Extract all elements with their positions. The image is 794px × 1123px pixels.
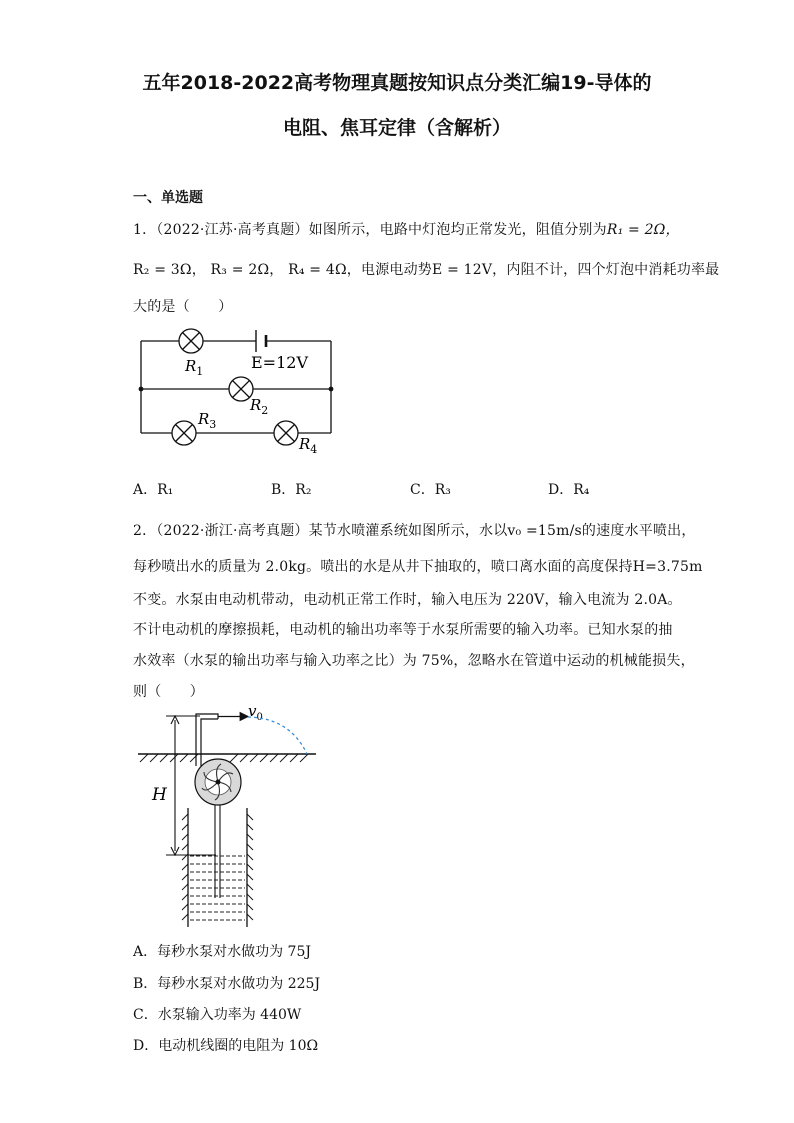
q1-stem-line-3: 大的是（ ） xyxy=(133,299,233,315)
q2-stem-line-1: 2．（2022·浙江·高考真题）某节水喷灌系统如图所示，水以v₀ =15m/s的速度水平喷出， xyxy=(133,523,696,539)
label-r3-sub: 3 xyxy=(209,418,217,431)
q1-option-b[interactable]: B．R₂ xyxy=(271,482,312,498)
label-r3-letter: R xyxy=(198,410,210,428)
q2-stem-line-4: 不计电动机的摩擦损耗，电动机的输出功率等于水泵所需要的输入功率。已知水泵的抽 xyxy=(133,622,673,638)
circuit-diagram xyxy=(130,325,345,460)
velocity-label xyxy=(248,702,263,723)
label-r1-sub: 1 xyxy=(196,365,204,378)
lamp-r4-icon xyxy=(274,421,298,445)
q1-stem-prefix: 1．（2022·江苏·高考真题）如图所示，电路中灯泡均正常发光，阻值分别为 xyxy=(133,222,607,238)
q2-option-d[interactable]: D．电动机线圈的电阻为 10Ω xyxy=(133,1038,319,1054)
q2-option-c[interactable]: C．水泵输入功率为 440W xyxy=(133,1007,302,1023)
document-title-line-1: 五年2018-2022高考物理真题按知识点分类汇编19-导体的 xyxy=(142,72,652,94)
q2-stem-line-6: 则（ ） xyxy=(133,684,204,700)
label-r2-sub: 2 xyxy=(261,404,269,417)
nozzle-pipe xyxy=(196,714,218,766)
q2-option-a[interactable]: A．每秒水泵对水做功为 75J xyxy=(133,944,311,960)
well-walls xyxy=(188,808,247,927)
label-r2-letter: R xyxy=(250,396,262,414)
lamp-r1-icon xyxy=(179,329,203,353)
q1-r1-value: R₁ = 2Ω， xyxy=(606,222,680,238)
q2-option-b[interactable]: B．每秒水泵对水做功为 225J xyxy=(133,976,321,992)
label-r4-letter: R xyxy=(299,435,311,453)
emf-label: E=12V xyxy=(251,353,308,372)
intake-pipe xyxy=(215,805,220,898)
label-r4-sub: 4 xyxy=(310,443,318,456)
q1-stem-line-2: R₂ = 3Ω， R₃ = 2Ω， R₄ = 4Ω，电源电动势E = 12V，内阻不计，四个灯泡中消耗功率最 xyxy=(133,262,720,278)
height-label: H xyxy=(152,785,167,805)
label-r1-letter: R xyxy=(185,357,197,375)
battery-symbol xyxy=(256,330,266,352)
q1-stem-line-1 xyxy=(133,219,680,239)
label-r2 xyxy=(249,396,268,417)
label-r1 xyxy=(184,357,203,378)
label-r3 xyxy=(197,410,216,431)
section-heading: 一、单选题 xyxy=(133,190,203,206)
label-r4 xyxy=(298,435,317,456)
velocity-sub: 0 xyxy=(256,712,263,723)
junction-dot-right xyxy=(329,387,334,392)
well-water xyxy=(190,856,245,920)
q1-option-c[interactable]: C．R₃ xyxy=(410,482,451,498)
velocity-letter: v xyxy=(248,702,257,720)
q2-stem-line-3: 不变。水泵由电动机带动，电动机正常工作时，输入电压为 220V，输入电流为 2.0A。 xyxy=(133,592,682,608)
document-title-line-2: 电阻、焦耳定律（含解析） xyxy=(282,117,511,139)
q1-option-a[interactable]: A．R₁ xyxy=(133,482,174,498)
pump-wheel-icon xyxy=(195,759,241,805)
pump-diagram xyxy=(130,700,325,932)
q2-stem-line-5: 水效率（水泵的输出功率与输入功率之比）为 75%，忽略水在管道中运动的机械能损失， xyxy=(133,653,695,669)
lamp-r3-icon xyxy=(172,421,196,445)
q2-stem-line-2: 每秒喷出水的质量为 2.0kg。喷出的水是从井下抽取的，喷口离水面的高度保持H=3.75m xyxy=(133,559,703,575)
junction-dot-left xyxy=(139,387,144,392)
q1-option-d[interactable]: D．R₄ xyxy=(548,482,590,498)
